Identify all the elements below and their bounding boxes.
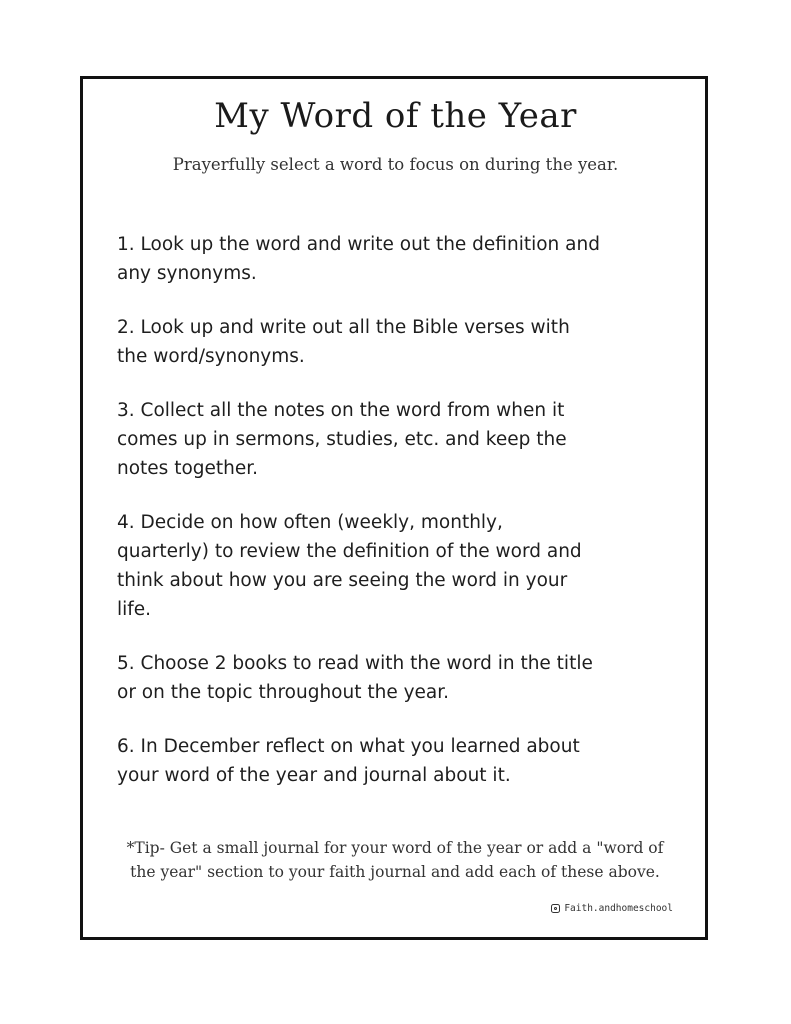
step-item: 6. In December reflect on what you learned about your word of the year and journal about it. bbox=[117, 736, 580, 786]
step-item: 1. Look up the word and write out the definition and any synonyms. bbox=[117, 234, 600, 284]
page-title: My Word of the Year bbox=[214, 96, 577, 136]
page-subtitle: Prayerfully select a word to focus on during the year. bbox=[172, 155, 619, 174]
steps-list bbox=[117, 230, 697, 815]
tip-note: *Tip- Get a small journal for your word of the year or add a "word of the year" section to your faith journal and add each of these above. bbox=[126, 839, 664, 881]
step-item: 5. Choose 2 books to read with the word in the title or on the topic throughout the year. bbox=[117, 653, 593, 703]
step-item: 3. Collect all the notes on the word from when it comes up in sermons, studies, etc. and keep the notes together. bbox=[117, 400, 567, 479]
instagram-icon bbox=[551, 904, 560, 913]
social-handle bbox=[551, 903, 673, 914]
step-item: 2. Look up and write out all the Bible verses with the word/synonyms. bbox=[117, 317, 570, 367]
handle-text: Faith.andhomeschool bbox=[564, 903, 673, 914]
step-item: 4. Decide on how often (weekly, monthly, quarterly) to review the definition of the word and think about how you are seeing the word in your life. bbox=[117, 512, 582, 620]
